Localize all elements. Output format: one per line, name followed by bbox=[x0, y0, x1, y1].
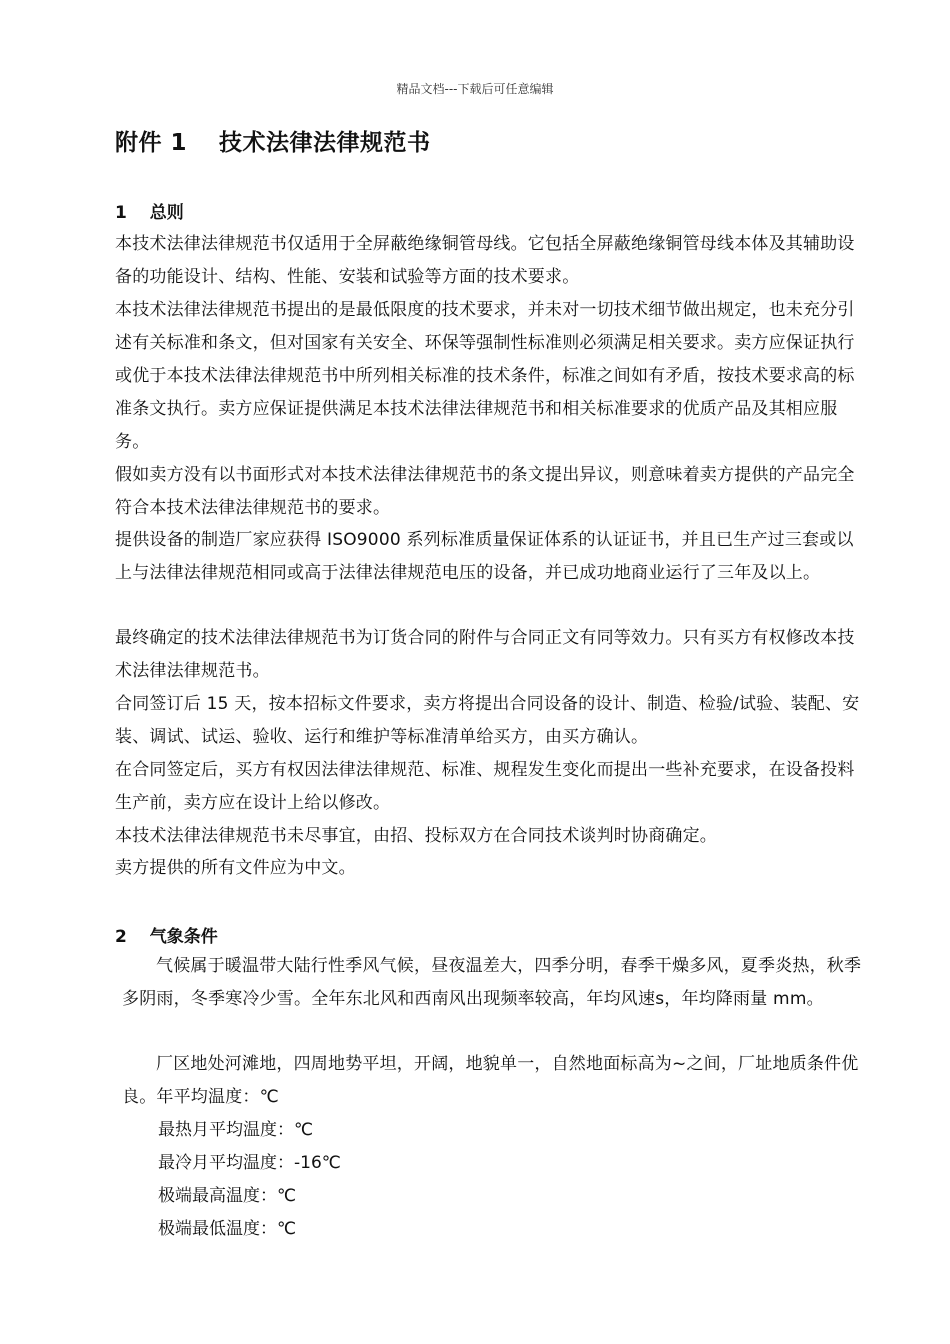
paragraph: 气候属于暖温带大陆行性季风气候，昼夜温差大，四季分明，春季干燥多风，夏季炎热，秋季多阴雨，冬季寒冷少雪。全年东北风和西南风出现频率较高，年均风速s，年均降雨量 mm。 bbox=[122, 956, 862, 1009]
temperature-line: 极端最低温度：℃ bbox=[158, 1219, 297, 1239]
paragraph: 最终确定的技术法律法律规范书为订货合同的附件与合同正文有同等效力。只有买方有权修改本技术法律法律规范书。 bbox=[115, 628, 855, 681]
paragraph: 合同签订后 15 天，按本招标文件要求，卖方将提出合同设备的设计、制造、检验/试验、装配、安装、调试、试运、验收、运行和维护等标准清单给买方，由买方确认。 bbox=[115, 694, 860, 747]
section-1-heading: 1 总则 bbox=[115, 203, 184, 223]
paragraph: 本技术法律法律规范书提出的是最低限度的技术要求，并未对一切技术细节做出规定，也未充分引述有关标准和条文，但对国家有关安全、环保等强制性标准则必须满足相关要求。卖方应保证执行或优于本技术法律法律规范书中所列相关标准的技术条件，标准之间如有矛盾，按技术要求高的标准条文执行。卖方应保证提供满足本技术法律法律规范书和相关标准要求的优质产品及其相应服务。 bbox=[115, 300, 855, 452]
paragraph: 本技术法律法律规范书仅适用于全屏蔽绝缘铜管母线。它包括全屏蔽绝缘铜管母线本体及其辅助设备的功能设计、结构、性能、安装和试验等方面的技术要求。 bbox=[115, 234, 855, 287]
paragraph: 假如卖方没有以书面形式对本技术法律法律规范书的条文提出异议，则意味着卖方提供的产品完全符合本技术法律法律规范书的要求。 bbox=[115, 465, 855, 518]
temperature-line: 最热月平均温度：℃ bbox=[158, 1120, 314, 1140]
document-title: 附件 1 技术法律法律规范书 bbox=[115, 130, 431, 156]
paragraph: 卖方提供的所有文件应为中文。 bbox=[115, 858, 356, 878]
temperature-line: 最冷月平均温度：-16℃ bbox=[158, 1153, 341, 1173]
temperature-line: 极端最高温度：℃ bbox=[158, 1186, 297, 1206]
paragraph: 厂区地处河滩地，四周地势平坦，开阔，地貌单一，自然地面标高为~之间，厂址地质条件优良。年平均温度：℃ bbox=[122, 1054, 859, 1107]
paragraph: 在合同签定后，买方有权因法律法律规范、标准、规程发生变化而提出一些补充要求，在设备投料生产前，卖方应在设计上给以修改。 bbox=[115, 760, 855, 813]
paragraph: 本技术法律法律规范书未尽事宜，由招、投标双方在合同技术谈判时协商确定。 bbox=[115, 826, 717, 846]
page-header: 精品文档---下载后可任意编辑 bbox=[396, 82, 554, 96]
section-2-heading: 2 气象条件 bbox=[115, 927, 218, 947]
paragraph: 提供设备的制造厂家应获得 ISO9000 系列标准质量保证体系的认证证书，并且已生产过三套或以上与法律法律规范相同或高于法律法律规范电压的设备，并已成功地商业运行了三年及以上。 bbox=[115, 530, 854, 583]
